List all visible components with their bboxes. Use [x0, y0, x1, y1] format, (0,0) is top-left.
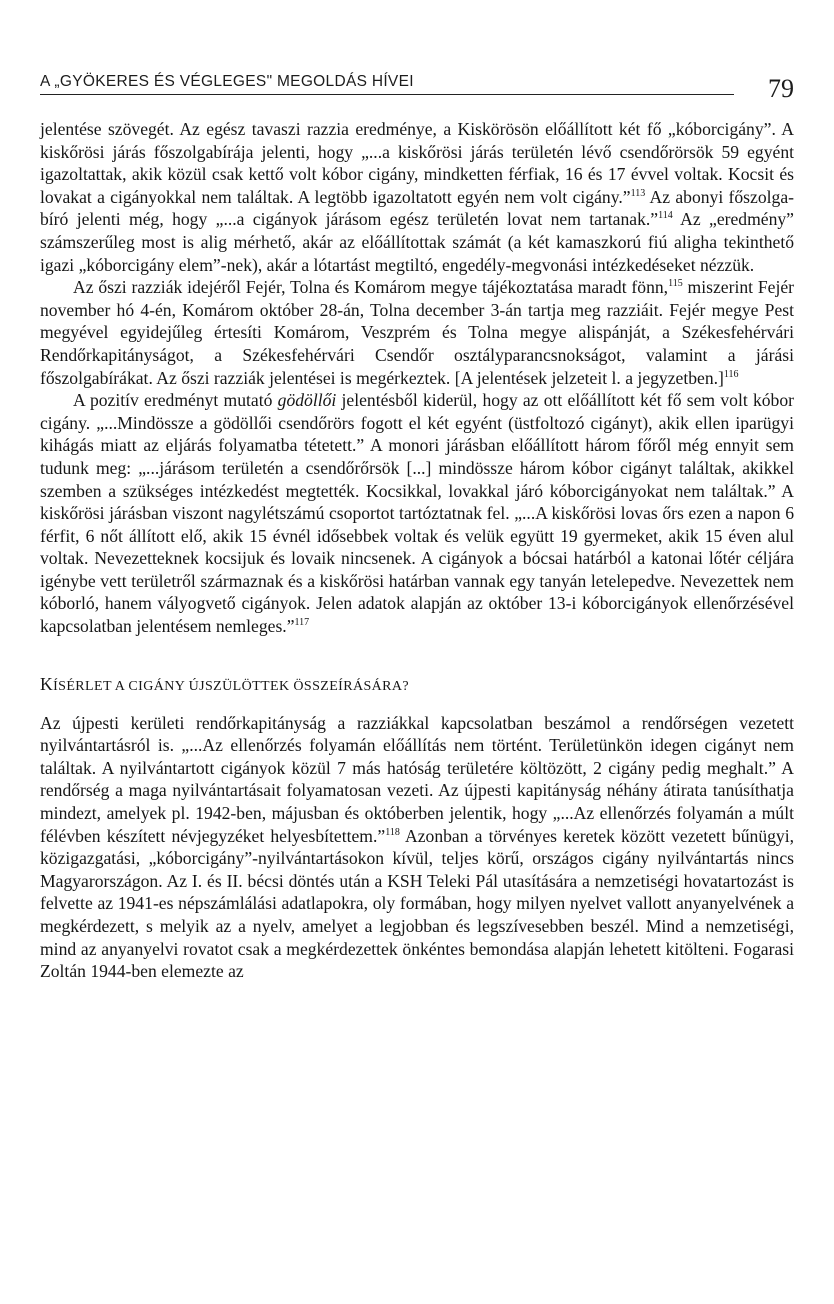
text-run: Azonban a törvényes keretek között vezetett bűnügyi, közigazgatási, „kóborcigány”-nyilvántartásokon kívül, teljes körű, országos cigány nyilvántartás nincs Magyarországon. Az I. és II. bécsi döntés után a KSH Teleki Pál utasítására a nemzetiségi hovatartozást is felvette az 1941-es népszámlálási adatlapokra, oly formában, hogy milyen nyelvet vallott anyanyelvének a megkérdezett, s melyik az a nyelv, amelyet a legjobban és legszívesebben beszél. Mind a nemzetiségi, mind az anyanyelvi rovatot csak a megkérdezettek önkéntes bemondása alapján lehetett kitölteni. Fogarasi Zoltán 1944-ben elemezte az [40, 825, 795, 982]
book-page [40, 62, 794, 983]
footnote-ref: 116 [723, 368, 739, 380]
paragraph [40, 118, 794, 276]
body-text [40, 118, 794, 983]
page-header [40, 62, 794, 106]
header-rule [40, 94, 734, 95]
footnote-ref: 115 [668, 278, 683, 290]
paragraphs-before [40, 118, 794, 638]
text-run: Az „eredmény” számszerűleg most is alig mérhető, akár az előállítottak számát (a két kamaszkorú fiú aligha tekinthető igazi „kóborcigány elem”-nek), akár a lótartást megtiltó, engedély-megvonási intézkedéseket nézzük. [40, 209, 794, 275]
italic-text: gödöllői [277, 390, 337, 411]
paragraph [40, 389, 794, 638]
footnote-ref: 117 [294, 617, 310, 629]
footnote-ref: 118 [385, 826, 400, 838]
text-run: A pozitív eredményt mutató [73, 390, 278, 411]
section-title-initial: K [40, 673, 54, 694]
page-number: 79 [768, 74, 794, 103]
running-head: A „GYÖKERES ÉS VÉGLEGES" MEGOLDÁS HÍVEI [40, 73, 414, 90]
text-run: Az abonyi főszolgabíró jelenti még, hogy „...a cigányok járásom egész területén lovat nem tartanak.” [40, 186, 794, 230]
text-run: Az őszi razziák idejéről Fejér, Tolna és Komárom megye tájékoztatása maradt fönn, [73, 277, 669, 298]
paragraph [40, 276, 794, 389]
footnote-ref: 113 [630, 187, 646, 199]
text-run: Az újpesti kerületi rendőrkapitányság a razziákkal kapcsolatban beszámol a rendőrségen vezetett nyilvántartásról is. „...Az ellenőrzés folyamán előállítás nem történt. Területünkön idegen cigányt nem találtak. A nyilvántartott cigányok közül 7 más hatóság területére költözött, 2 cigány pedig meghalt.” A rendőrség a maga nyilvántartásait folyamatosan vezeti. Az újpesti kapitányság néhány átirata tanúsíthatja mindezt, amelyek pl. 1942-ben, májusban és októberben jelentik, hogy „...Az ellenőrzés folyamán a múlt félévben készített névjegyzéket helyesbítettem.” [40, 712, 794, 846]
text-run: jelentése szövegét. Az egész tavaszi razzia eredménye, a Kiskörösön előállított két fő „kóborcigány”. A kiskőrösi járás főszolgabírája jelenti, hogy „...a kiskőrösi járás területén lévő csendőrörsök 59 egyént igazoltattak, akik közül csak kettő volt kóbor cigány, mindketten férfiak, 16 és 17 évvel voltak. Kocsit és lovakat a cigányokkal nem találtak. A legtöbb igazoltatott egyén nem volt cigány.” [40, 119, 794, 207]
text-run: miszerint Fejér november hó 4-én, Komárom október 28-án, Tolna december 3-án tartja meg razziáit. Fejér megye Pest megyével egyidejűleg értesíti Komárom, Veszprém és Tolna megye alispánját, a Székesfehérvári Rendőrkapitányságot, a Székesfehérvári Csendőr osztályparancsnokságot, valamint a járási főszolgabírákat. Az őszi razziák jelentései is megérkeztek. [A jelentések jelzeteit l. a jegyzetben.] [40, 277, 794, 388]
section-title-rest: ÍSÉRLET A CIGÁNY ÚJSZÜLÖTTEK ÖSSZEÍRÁSÁRA? [53, 678, 410, 694]
section-title [40, 673, 794, 698]
paragraph [40, 712, 794, 983]
footnote-ref: 114 [658, 210, 673, 222]
paragraphs-after [40, 712, 794, 983]
text-run: jelentésből kiderül, hogy az ott előállított két fő sem volt kóbor cigány. „...Mindössze a gödöllői csendőrörs fogott el két egyént (üstfoltozó cigányt), akik ellen iparügyi kihágás miatt az eljárás folyamatba tétetett.” A monori járásban előállított három főről még ennyit sem tudunk meg: „...járásom területén a csendőrőrsök [...] mindössze három kóbor cigányt találtak, akikkel szemben a szükséges intézkedést megtették. Kocsikkal, lovakkal járó kóborcigányokat nem találtak.” A kiskőrösi járásban viszont nagylétszámú csoportot tartóztatnak fel. „...A kiskőrösi lovas őrs ezen a napon 6 férfit, 6 nőt állított elő, akik 15 évnél idősebbek voltak és velük együtt 19 gyermeket, akik 15 éven alul voltak. Nevezetteknek kocsijuk és lovaik nincsenek. A cigányok a bócsai határból a katonai lőtér céljára igénybe vett területről származnak és a kiskőrösi határban vannak egy tanyán letelepedve. Nevezettek nem kóborló, hanem vályogvető cigányok. Jelen adatok alapján az október 13-i kóborcigányok ellenőrzésével kapcsolatban jelentésem nemleges.” [40, 390, 794, 637]
